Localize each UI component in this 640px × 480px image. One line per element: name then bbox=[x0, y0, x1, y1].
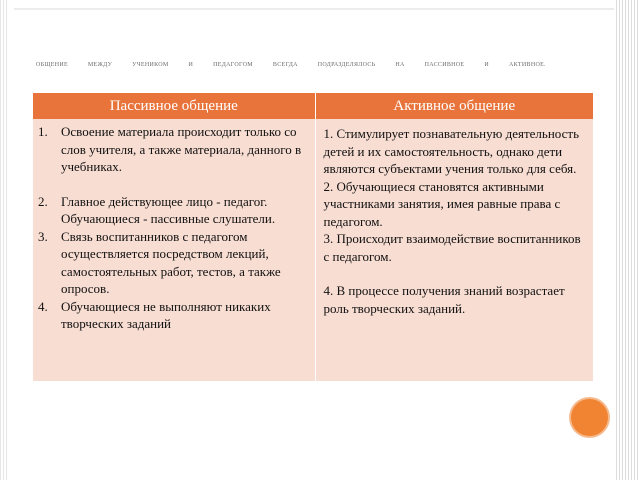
list-number: 2. bbox=[38, 193, 48, 209]
header-active: Активное общение bbox=[315, 93, 593, 119]
title-word: ОБЩЕНИЕ bbox=[36, 62, 68, 68]
left-edge-decoration bbox=[0, 0, 8, 480]
title-word: УЧЕНИКОМ bbox=[132, 62, 169, 68]
title-word: ПАССИВНОЕ bbox=[424, 62, 465, 68]
title-word: ВСЕГДА bbox=[272, 62, 298, 68]
table-row bbox=[33, 119, 593, 381]
list-number: 3. bbox=[38, 228, 48, 244]
title-word: И bbox=[188, 62, 194, 68]
right-edge-decoration bbox=[616, 0, 640, 480]
list-item: 3. Происходит взаимодействие воспитанников с педагогом. bbox=[323, 231, 581, 264]
title-word: ПЕДАГОГОМ bbox=[213, 62, 253, 68]
title-word: МЕЖДУ bbox=[87, 62, 113, 68]
active-cell bbox=[315, 119, 593, 381]
list-item: 1. Стимулирует познавательную деятельность детей и их самостоятельность, однако дети являются субъектами учения только для себя. bbox=[323, 126, 579, 176]
passive-list bbox=[33, 119, 315, 333]
list-text: Связь воспитанников с педагогом осуществляется посредством лекций, самостоятельных работ, тестов, а также опросов. bbox=[61, 228, 281, 296]
top-frame-line bbox=[14, 8, 614, 10]
decorative-circle bbox=[571, 399, 608, 436]
list-item bbox=[38, 228, 309, 298]
title-word: ПОДРАЗДЕЛЯЛОСЬ bbox=[317, 62, 376, 68]
comparison-table bbox=[33, 93, 593, 381]
list-text: Обучающиеся не выполняют никаких творческих заданий bbox=[61, 298, 271, 331]
list-item: 2. Обучающиеся становятся активными участниками занятия, имея равные права с педагогом. bbox=[323, 178, 561, 229]
list-text: Освоение материала происходит только со слов учителя, а также материала, данного в учебниках. bbox=[61, 124, 302, 174]
list-text: Главное действующее лицо - педагог. Обучающиеся - пассивные слушатели. bbox=[61, 193, 276, 226]
passive-cell bbox=[33, 119, 315, 381]
list-item bbox=[38, 298, 309, 333]
title-word: НА bbox=[395, 62, 405, 68]
list-number: 1. bbox=[38, 124, 48, 139]
active-list bbox=[316, 119, 594, 317]
list-item bbox=[38, 193, 309, 228]
list-number: 4. bbox=[38, 298, 48, 314]
list-item: 4. В процессе получения знаний возрастает роль творческих заданий. bbox=[323, 283, 565, 316]
slide-title bbox=[36, 62, 546, 68]
title-word: И bbox=[484, 62, 490, 68]
table-header-row bbox=[33, 93, 593, 119]
title-word: АКТИВНОЕ. bbox=[508, 62, 546, 68]
header-passive: Пассивное общение bbox=[33, 93, 315, 119]
list-item bbox=[38, 123, 309, 176]
